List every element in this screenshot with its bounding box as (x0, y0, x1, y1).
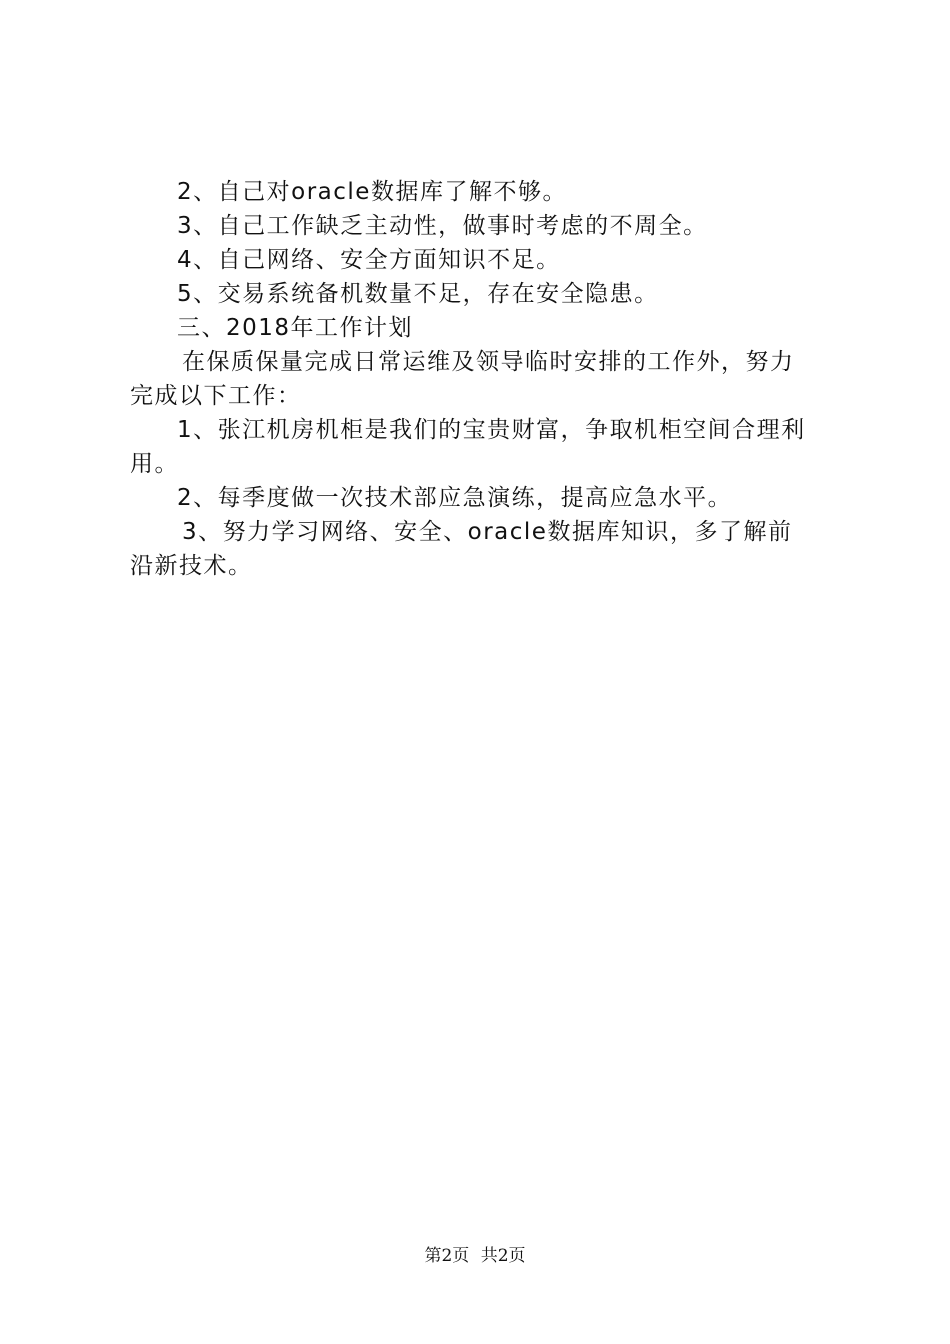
text-line: 在保质保量完成日常运维及领导临时安排的工作外，努力 (182, 349, 795, 375)
text-line: 2、每季度做一次技术部应急演练，提高应急水平。 (177, 485, 733, 511)
text-line: 用。 (130, 451, 179, 477)
page-footer (0, 1246, 950, 1266)
text-line: 3、努力学习网络、安全、oracle数据库知识，多了解前 (182, 519, 793, 545)
text-line: 5、交易系统备机数量不足，存在安全隐患。 (177, 281, 659, 307)
text-line: 1、张江机房机柜是我们的宝贵财富，争取机柜空间合理利 (177, 417, 806, 443)
text-line: 沿新技术。 (130, 553, 253, 579)
page-number: 第2页 (424, 1246, 470, 1266)
document-body (130, 175, 830, 583)
page-total: 共2页 (480, 1246, 526, 1266)
section-heading: 三、2018年工作计划 (177, 315, 414, 341)
text-line: 3、自己工作缺乏主动性，做事时考虑的不周全。 (177, 213, 708, 239)
text-line: 4、自己网络、安全方面知识不足。 (177, 247, 561, 273)
text-line: 2、自己对oracle数据库了解不够。 (177, 179, 567, 205)
text-line: 完成以下工作： (130, 383, 302, 409)
